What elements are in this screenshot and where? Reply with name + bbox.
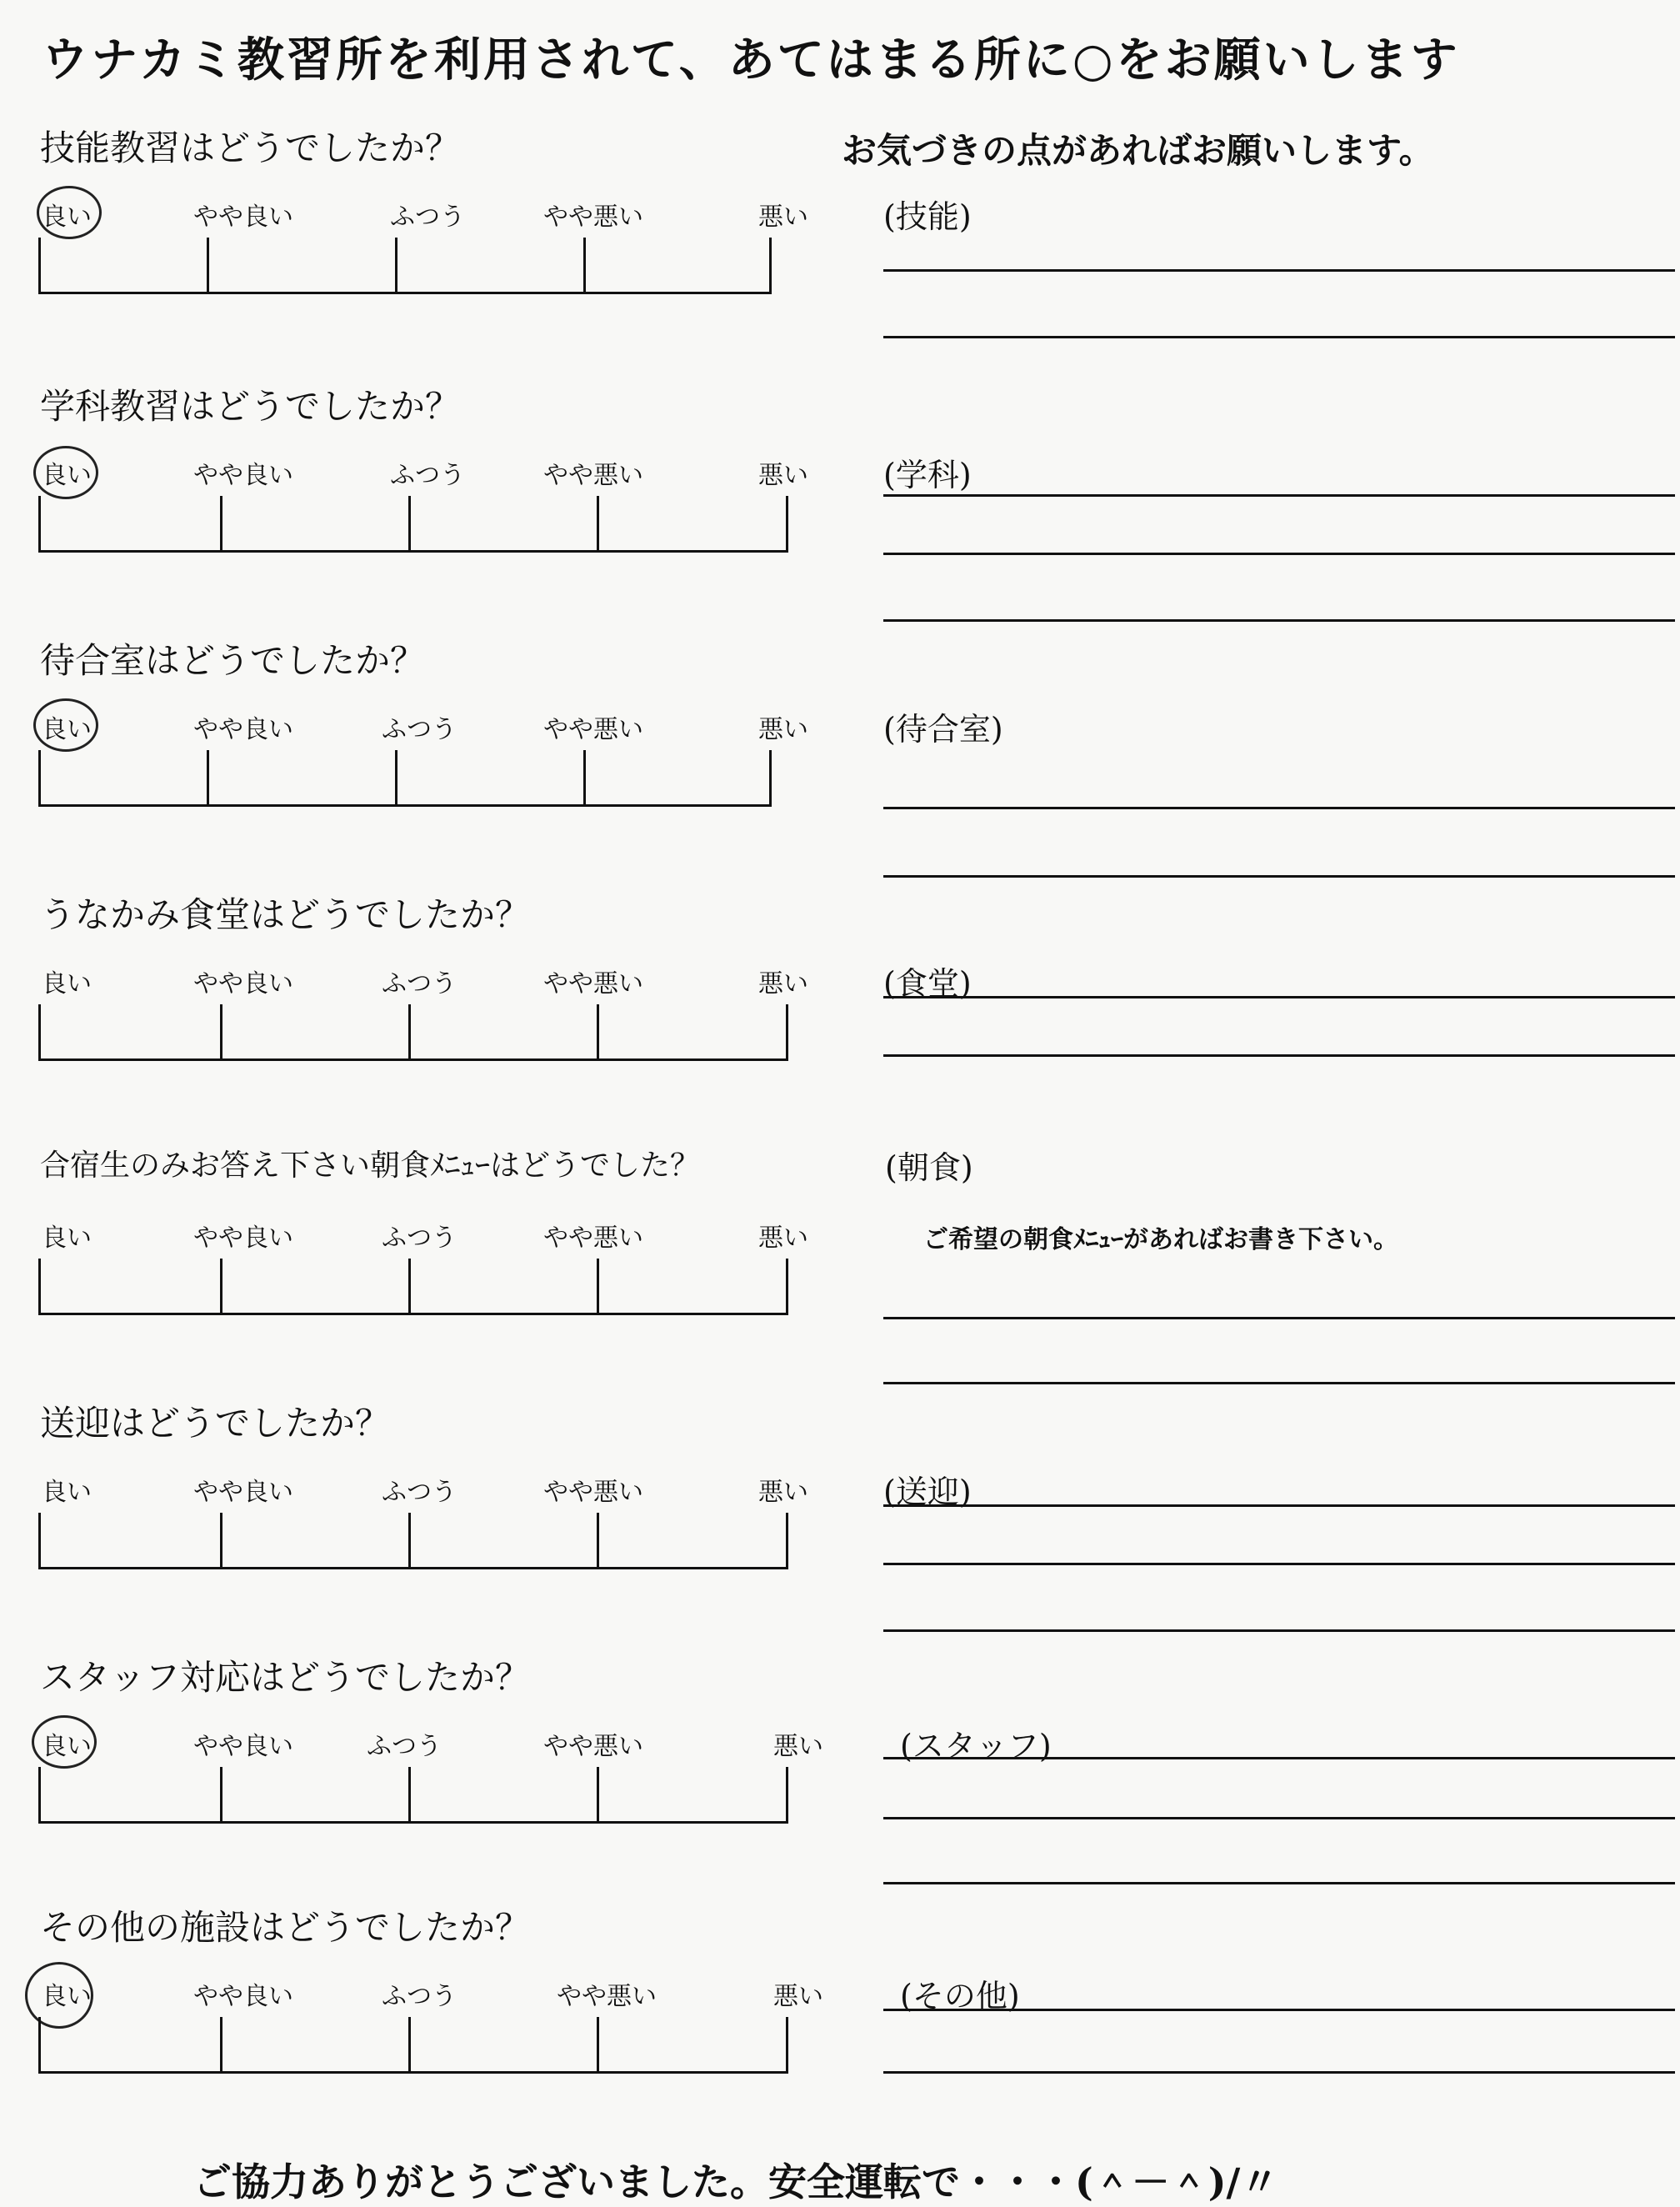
notes-label: (待合室) (883, 711, 1003, 748)
question-text: 送迎はどうでしたか？ (40, 1403, 391, 1444)
notes-line[interactable] (883, 1504, 1675, 1507)
notes-line[interactable] (883, 269, 1675, 272)
option-good[interactable]: 良い (42, 461, 92, 490)
notes-line[interactable] (883, 996, 1675, 998)
notes-line[interactable] (883, 2071, 1675, 2074)
option-good[interactable]: 良い (42, 715, 92, 744)
option-good[interactable]: 良い (42, 1982, 92, 2011)
option-fairly-bad[interactable]: やや悪い (543, 715, 643, 744)
question-text: 合宿生のみお答え下さい朝食ﾒﾆｭｰはどうでした？ (40, 1149, 701, 1183)
option-bad[interactable]: 悪い (758, 969, 808, 998)
rating-scale[interactable] (38, 1259, 788, 1315)
option-fairly-bad[interactable]: やや悪い (543, 1224, 643, 1253)
notes-label: (送迎) (883, 1474, 972, 1510)
option-neutral[interactable]: ふつう (390, 203, 465, 232)
option-fairly-good[interactable]: やや良い (193, 1478, 293, 1507)
survey-section-waiting-room (0, 633, 1680, 883)
option-good[interactable]: 良い (42, 969, 92, 998)
option-neutral[interactable]: ふつう (382, 715, 457, 744)
option-fairly-good[interactable]: やや良い (193, 715, 293, 744)
notes-label: (技能) (883, 198, 972, 235)
option-neutral[interactable]: ふつう (382, 1224, 457, 1253)
survey-section-shuttle (0, 1396, 1680, 1646)
notes-label: (朝食) (885, 1149, 973, 1186)
option-bad[interactable]: 悪い (758, 1224, 808, 1253)
option-bad[interactable]: 悪い (758, 715, 808, 744)
notes-line[interactable] (883, 1054, 1675, 1057)
notes-line[interactable] (883, 2009, 1675, 2011)
notes-line[interactable] (883, 1563, 1675, 1565)
notes-line[interactable] (883, 553, 1675, 555)
option-neutral[interactable]: ふつう (390, 461, 465, 490)
option-good[interactable]: 良い (42, 203, 92, 232)
notes-line[interactable] (883, 1757, 1675, 1759)
rating-scale[interactable] (38, 496, 788, 553)
option-fairly-bad[interactable]: やや悪い (543, 969, 643, 998)
notes-line[interactable] (883, 336, 1675, 338)
option-bad[interactable]: 悪い (758, 1478, 808, 1507)
option-fairly-good[interactable]: やや良い (193, 461, 293, 490)
option-good[interactable]: 良い (42, 1478, 92, 1507)
option-neutral[interactable]: ふつう (382, 1982, 457, 2011)
survey-section-staff (0, 1650, 1680, 1900)
breakfast-hint: ご希望の朝食ﾒﾆｭｰがあればお書き下さい。 (923, 1225, 1398, 1254)
rating-scale[interactable] (38, 2017, 788, 2074)
question-text: うなかみ食堂はどうでしたか？ (40, 894, 531, 935)
rating-scale[interactable] (38, 1767, 788, 1824)
option-good[interactable]: 良い (42, 1224, 92, 1253)
notes-line[interactable] (883, 1382, 1675, 1384)
option-bad[interactable]: 悪い (773, 1982, 823, 2011)
option-neutral[interactable]: ふつう (367, 1732, 442, 1761)
option-fairly-bad[interactable]: やや悪い (543, 1732, 643, 1761)
page-title: ウナカミ教習所を利用されて、あてはまる所に○をお願いします (42, 33, 1460, 88)
rating-scale[interactable] (38, 1513, 788, 1569)
survey-section-lecture (0, 379, 1680, 629)
question-text: 技能教習はどうでしたか？ (40, 128, 461, 168)
option-fairly-bad[interactable]: やや悪い (543, 461, 643, 490)
selection-circle (33, 698, 98, 752)
question-text: 待合室はどうでしたか？ (40, 640, 426, 681)
rating-scale[interactable] (38, 750, 772, 807)
notes-line[interactable] (883, 807, 1675, 809)
option-bad[interactable]: 悪い (758, 203, 808, 232)
survey-section-breakfast (0, 1142, 1680, 1392)
option-bad[interactable]: 悪い (758, 461, 808, 490)
option-fairly-bad[interactable]: やや悪い (543, 203, 643, 232)
option-fairly-bad[interactable]: やや悪い (543, 1478, 643, 1507)
option-fairly-good[interactable]: やや良い (193, 1732, 293, 1761)
survey-section-other-facilities (0, 1900, 1680, 2150)
option-fairly-good[interactable]: やや良い (193, 969, 293, 998)
notes-label: (学科) (883, 457, 972, 493)
rating-scale[interactable] (38, 238, 772, 294)
notes-line[interactable] (883, 1882, 1675, 1884)
option-fairly-good[interactable]: やや良い (193, 1982, 293, 2011)
survey-section-skill (0, 121, 1680, 371)
notes-line[interactable] (883, 494, 1675, 497)
option-fairly-bad[interactable]: やや悪い (557, 1982, 657, 2011)
thank-you-footer: ご協力ありがとうございました。安全運転で・・・(＾－＾)/〃 (193, 2159, 1279, 2204)
notes-label: (スタッフ) (900, 1728, 1052, 1764)
survey-section-cafeteria (0, 888, 1680, 1138)
notes-line[interactable] (883, 619, 1675, 622)
selection-circle (37, 186, 102, 239)
option-good[interactable]: 良い (42, 1732, 92, 1761)
question-text: 学科教習はどうでしたか？ (40, 386, 461, 427)
notes-line[interactable] (883, 1817, 1675, 1819)
selection-circle (33, 446, 98, 499)
option-neutral[interactable]: ふつう (382, 1478, 457, 1507)
question-text: スタッフ対応はどうでしたか？ (40, 1657, 531, 1698)
option-neutral[interactable]: ふつう (382, 969, 457, 998)
rating-scale[interactable] (38, 1004, 788, 1061)
notes-line[interactable] (883, 875, 1675, 878)
notes-label: (食堂) (883, 965, 972, 1002)
question-text: その他の施設はどうでしたか？ (40, 1907, 531, 1948)
option-fairly-good[interactable]: やや良い (193, 203, 293, 232)
option-bad[interactable]: 悪い (773, 1732, 823, 1761)
notes-line[interactable] (883, 1317, 1675, 1319)
selection-circle (32, 1715, 97, 1769)
notes-line[interactable] (883, 1629, 1675, 1632)
notes-heading: お気づきの点があればお願いします。 (842, 130, 1434, 171)
notes-label: (その他) (900, 1978, 1020, 2014)
option-fairly-good[interactable]: やや良い (193, 1224, 293, 1253)
